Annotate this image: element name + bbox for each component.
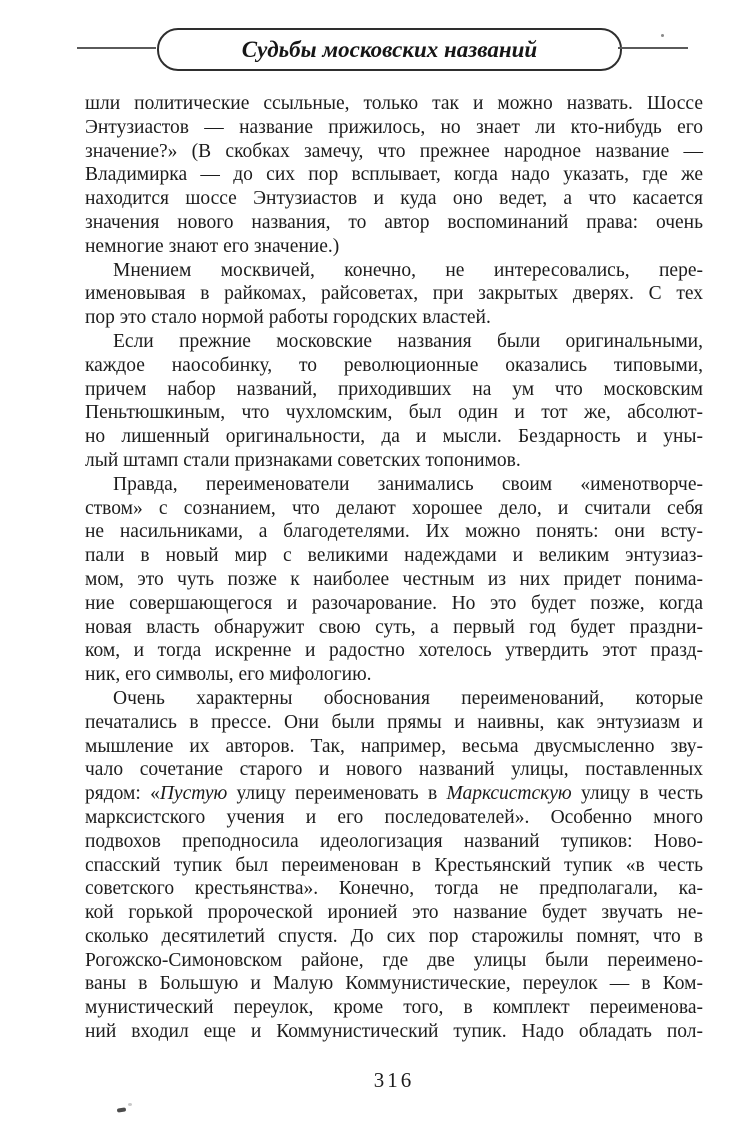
text-run: ством» с сознанием, что делают хорошее дело, и считали себя	[85, 497, 703, 519]
text-line	[85, 116, 703, 140]
text-line	[85, 378, 703, 402]
text-line	[85, 520, 703, 544]
text-run: именовывая в райкомах, райсоветах, при закрытых дверях. С тех	[85, 283, 703, 305]
body-text	[85, 92, 703, 1044]
text-line	[85, 354, 703, 378]
text-line	[85, 687, 703, 711]
text-line	[85, 996, 703, 1020]
text-line	[85, 330, 703, 354]
text-line	[85, 187, 703, 211]
text-run: ние совершающегося и разочарование. Но это будет позже, когда	[85, 592, 703, 614]
text-line	[85, 592, 703, 616]
text-line	[85, 568, 703, 592]
text-line	[85, 163, 703, 187]
chapter-title-pill	[157, 28, 622, 71]
text-run: советского крестьянства». Конечно, тогда не предполагали, ка-	[85, 878, 703, 900]
text-line	[85, 782, 703, 806]
text-line	[85, 854, 703, 878]
text-run: пор это стало нормой работы городских властей.	[85, 307, 491, 329]
text-run: мом, это чуть позже к наиболее честным из них придет понима-	[85, 568, 703, 590]
text-run: немногие знают его значение.)	[85, 235, 340, 257]
text-run: Мнением москвичей, конечно, не интересовались, пере-	[113, 259, 703, 281]
text-line	[85, 235, 703, 259]
text-run: мунистический переулок, кроме того, в комплект переименова-	[85, 997, 703, 1019]
text-line	[85, 972, 703, 996]
text-run: Если прежние московские названия были оригинальными,	[113, 330, 703, 352]
text-run: пали в новый мир с великими надеждами и великим энтузиаз-	[85, 545, 703, 567]
text-run-italic: Пустую	[159, 783, 228, 805]
text-run: кой горькой пророческой иронией это название будет звучать не-	[85, 902, 703, 924]
text-run: Владимирка — до сих пор всплывает, когда надо указать, где же	[85, 164, 703, 186]
text-line	[85, 449, 703, 473]
text-run: рядом: «	[85, 783, 160, 805]
text-run: Энтузиастов — название прижилось, но знает ли кто-нибудь его	[85, 116, 703, 138]
text-line	[85, 949, 703, 973]
text-run: улицу в честь	[571, 783, 703, 805]
text-run: ник, его символы, его мифологию.	[85, 664, 372, 686]
text-line	[85, 901, 703, 925]
text-run: ваны в Большую и Малую Коммунистические, переулок — в Ком-	[85, 973, 703, 995]
text-run: шли политические ссыльные, только так и можно назвать. Шоссе	[85, 93, 703, 114]
text-run: значение?» (В скобках замечу, что прежнее народное название —	[85, 140, 703, 162]
text-run: чало сочетание старого и нового названий улицы, поставленных	[85, 759, 703, 781]
text-run: лый штамп стали признаками советских топонимов.	[85, 449, 521, 471]
text-run: Рогожско-Симоновском районе, где две улицы были переимено-	[85, 949, 703, 971]
text-run: улицу переименовать в	[227, 783, 447, 805]
text-line	[85, 497, 703, 521]
text-line	[85, 282, 703, 306]
chapter-title: Судьбы московских названий	[241, 37, 538, 62]
text-line	[85, 401, 703, 425]
header-rule-right	[618, 47, 688, 49]
text-run: новая власть обнаружит свою суть, а первый год будет праздни-	[85, 616, 703, 638]
text-line	[85, 758, 703, 782]
header-rule-left	[77, 47, 156, 49]
text-line	[85, 140, 703, 164]
text-run: мышление их авторов. Так, например, весьма двусмысленно зву-	[85, 735, 703, 757]
text-line	[85, 711, 703, 735]
text-run: находится шоссе Энтузиастов и куда оно ведет, а что касается	[85, 188, 703, 210]
text-run: Очень характерны обоснования переименований, которые	[113, 687, 703, 709]
text-run: ний входил еще и Коммунистический тупик. Надо обладать пол-	[85, 1021, 703, 1043]
scan-speck-bottom	[128, 1103, 132, 1106]
text-line	[85, 806, 703, 830]
page-number: 316	[373, 1068, 415, 1092]
text-line	[85, 473, 703, 497]
text-run: Пеньтюшкиным, что чухломским, был один и тот же, абсолют-	[85, 402, 703, 424]
text-run: значения нового названия, то автор воспоминаний права: очень	[85, 211, 703, 233]
text-line	[85, 877, 703, 901]
text-run: печатались в прессе. Они были прямы и наивны, как энтузиазм и	[85, 711, 703, 733]
text-line	[85, 639, 703, 663]
text-line	[85, 544, 703, 568]
text-line	[85, 1020, 703, 1044]
text-run: причем набор названий, приходивших на ум что московским	[85, 378, 703, 400]
text-line	[85, 259, 703, 283]
text-line	[85, 925, 703, 949]
text-run-italic: Марксистскую	[446, 783, 572, 805]
scan-mark	[117, 1107, 126, 1112]
text-run: Правда, переименователи занимались своим «именотворче-	[113, 473, 703, 495]
text-run: ком, и тогда искренне и радостно хотелось утвердить этот празд-	[85, 640, 703, 662]
text-line	[85, 306, 703, 330]
text-line	[85, 735, 703, 759]
text-line	[85, 830, 703, 854]
text-run: спасский тупик был переименован в Крестьянский тупик «в честь	[85, 854, 703, 876]
text-line	[85, 663, 703, 687]
text-run: не насильниками, а благодетелями. Их можно понять: они всту-	[85, 521, 703, 543]
text-run: каждое наособинку, то революционные оказались типовыми,	[85, 354, 703, 376]
text-run: марксистского учения и его последователей». Особенно много	[85, 806, 703, 828]
text-line	[85, 616, 703, 640]
text-line	[85, 92, 703, 116]
scan-speck	[661, 34, 664, 37]
text-line	[85, 425, 703, 449]
text-run: сколько десятилетий спустя. До сих пор старожилы помнят, что в	[85, 925, 703, 947]
text-line	[85, 211, 703, 235]
text-run: подвохов преподносила идеологизация названий тупиков: Ново-	[85, 830, 703, 852]
text-run: но лишенный оригинальности, да и мысли. Бездарность и уны-	[85, 426, 703, 448]
